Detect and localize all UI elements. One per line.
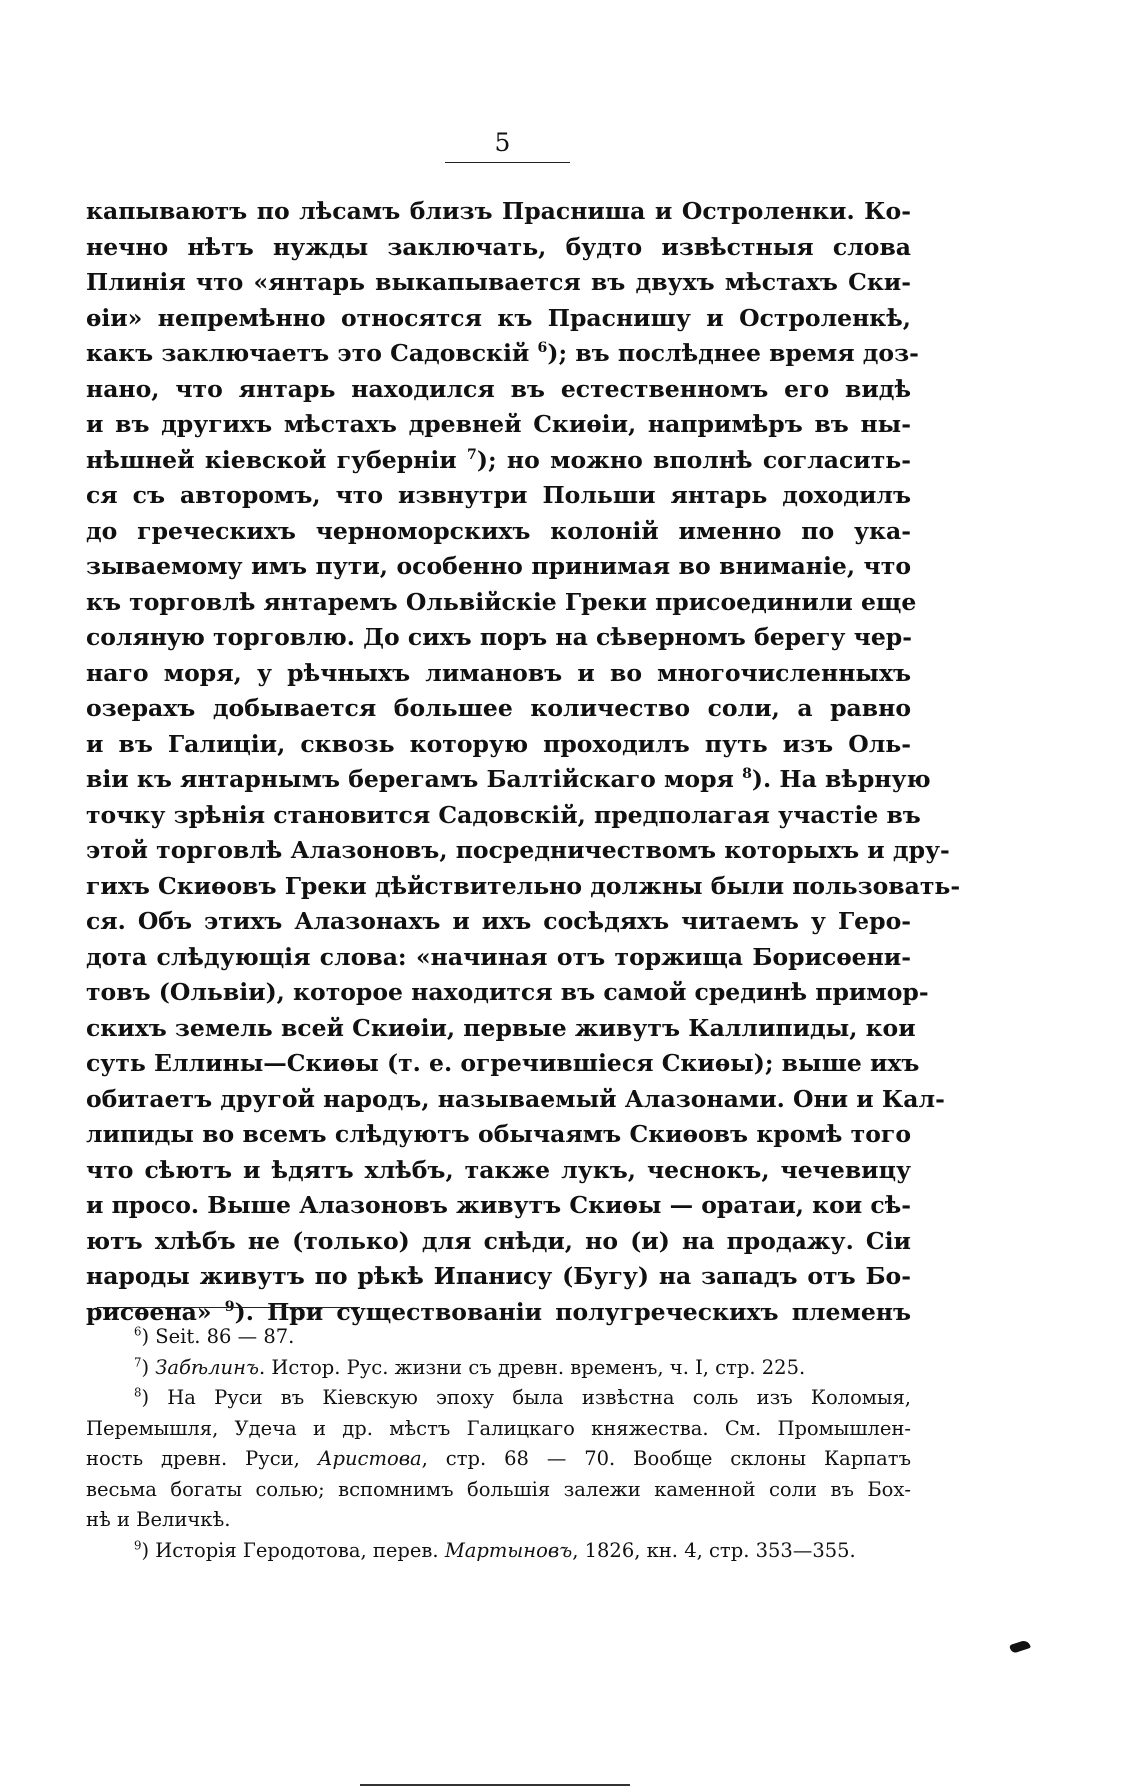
text-line: и просо. Выше Алазоновъ живутъ Скиѳы — оратаи, кои сѣ- bbox=[86, 1191, 912, 1219]
footnote-text: ) Исторія Геродотова, перев. bbox=[141, 1538, 439, 1562]
footnote-mark: 9 bbox=[134, 1538, 142, 1552]
text-line: озерахъ добывается большее количество соли, а равно bbox=[86, 694, 911, 722]
text-line bbox=[86, 443, 911, 479]
text-line: до греческихъ черноморскихъ колоній именно по ука- bbox=[86, 516, 911, 545]
text-segment: ); но можно вполнѣ согласить- bbox=[476, 445, 912, 474]
footnote-7: $^7$) Забѣлинъ. Истор. Рус. жизни съ древн. временъ, ч. I, стр. 225. bbox=[134, 1355, 806, 1379]
footnote-ref-6: 6 bbox=[537, 340, 548, 357]
text-line: товъ (Ольвіи), которое находится въ самой срединѣ примор- bbox=[86, 978, 929, 1006]
text-line: ся. Объ этихъ Алазонахъ и ихъ сосѣдяхъ читаемъ у Геро- bbox=[86, 907, 911, 935]
footnote-8 bbox=[86, 1383, 911, 1414]
text-line: и въ Галиціи, сквозь которую проходилъ путь изъ Оль- bbox=[86, 729, 911, 758]
text-segment: ). На вѣрную bbox=[751, 765, 931, 793]
text-line: ютъ хлѣбъ не (только) для снѣди, но (и) на продажу. Сіи bbox=[86, 1226, 911, 1255]
text-line: липиды во всемъ слѣдуютъ обычаямъ Скиѳовъ кромѣ того bbox=[86, 1120, 911, 1148]
text-line bbox=[86, 762, 931, 798]
text-segment: ). При существованіи полугреческихъ племенъ bbox=[234, 1297, 912, 1326]
footnote-ref-7: 7 bbox=[467, 446, 477, 463]
text-line: капываютъ по лѣсамъ близъ Прасниша и Остроленки. Ко- bbox=[86, 197, 911, 225]
text-line: ѳіи» непремѣнно относятся къ Праснишу и Остроленкѣ, bbox=[86, 303, 911, 332]
text-line bbox=[86, 336, 919, 372]
footnote-ref-8: 8 bbox=[742, 766, 752, 783]
footnote-author: Забѣлинъ bbox=[155, 1355, 259, 1379]
text-line: ся съ авторомъ, что извнутри Польши янтарь доходилъ bbox=[86, 481, 911, 509]
text-segment: рисѳена» bbox=[86, 1297, 212, 1326]
text-line: Плинія что «янтарь выкапывается въ двухъ мѣстахъ Ски- bbox=[86, 268, 911, 296]
footnote-8-line: Перемышля, Удеча и др. мѣстъ Галицкаго княжества. См. Промышлен- bbox=[86, 1416, 911, 1440]
footnote-8-line: весьма богаты солью; вспомнимъ большія залежи каменной соли въ Бох- bbox=[86, 1477, 911, 1501]
text-line: суть Еллины—Скиѳы (т. е. огречившіеся Скиѳы); выше ихъ bbox=[86, 1049, 920, 1077]
text-line: скихъ земель всей Скиѳіи, первые живутъ Каллипиды, кои bbox=[86, 1013, 916, 1042]
footnote-mark: 7 bbox=[134, 1355, 142, 1369]
text-line: нано, что янтарь находился въ естественномъ его видѣ bbox=[86, 374, 911, 403]
text-line: къ торговлѣ янтаремъ Ольвійскіе Греки присоединили еще bbox=[86, 587, 917, 616]
text-segment: какъ заключаетъ это Садовскій bbox=[86, 339, 530, 367]
footnote-separator bbox=[97, 1307, 360, 1308]
footnote-mark: 8 bbox=[134, 1385, 142, 1400]
text-line: и въ другихъ мѣстахъ древней Скиѳіи, напримѣръ въ ны- bbox=[86, 410, 911, 438]
text-segment: віи къ янтарнымъ берегамъ Балтійскаго моря bbox=[86, 765, 734, 793]
text-line: народы живутъ по рѣкѣ Ипанису (Бугу) на западъ отъ Бо- bbox=[86, 1262, 911, 1290]
footnote-8-line: нѣ и Величкѣ. bbox=[86, 1508, 231, 1531]
bottom-edge-rule bbox=[360, 1784, 630, 1786]
footnote-text: . Истор. Рус. жизни съ древн. временъ, ч. I, стр. 225. bbox=[258, 1355, 806, 1379]
text-line: обитаетъ другой народъ, называемый Алазонами. Они и Кал- bbox=[86, 1084, 945, 1113]
footnote-text: ) На Руси въ Кіевскую эпоху была извѣстна соль изъ Коломыя, bbox=[141, 1386, 911, 1409]
footnote-ref-9: 9 bbox=[224, 1298, 235, 1315]
footnotes bbox=[86, 1322, 911, 1566]
footnote-author: Мартыновъ bbox=[444, 1538, 573, 1562]
main-text bbox=[86, 194, 961, 1330]
footnote-9 bbox=[86, 1536, 911, 1567]
text-line: дота слѣдующія слова: «начиная отъ торжища Борисѳени- bbox=[86, 942, 911, 971]
footnote-text: , стр. 68 — 70. Вообще склоны Карпатъ bbox=[421, 1447, 911, 1470]
text-segment: ); въ послѣднее время доз- bbox=[547, 339, 919, 367]
footnote-8-line bbox=[86, 1444, 911, 1475]
footnote-text: , 1826, кн. 4, стр. 353—355. bbox=[572, 1538, 856, 1562]
page-number-rule bbox=[445, 162, 570, 163]
text-line: гихъ Скиѳовъ Греки дѣйствительно должны были пользовать- bbox=[86, 871, 961, 900]
ink-blot bbox=[1009, 1639, 1031, 1654]
page-number: 5 bbox=[494, 128, 511, 157]
text-line: что сѣютъ и ѣдятъ хлѣбъ, также лукъ, чеснокъ, чечевицу bbox=[86, 1155, 911, 1184]
text-line: солянyю торговлю. До сихъ поръ на сѣверномъ берегу чер- bbox=[86, 623, 912, 651]
footnote-6 bbox=[86, 1322, 911, 1353]
footnote-text: ность древн. Руси, bbox=[86, 1447, 300, 1470]
text-line: этой торговлѣ Алазоновъ, посредничествомъ которыхъ и дру- bbox=[86, 836, 950, 864]
text-line: зываемому имъ пути, особенно принимая во вниманіе, что bbox=[86, 552, 911, 580]
footnote-mark: 6 bbox=[134, 1324, 142, 1339]
text-line: наго моря, у рѣчныхъ лимановъ и во многочисленныхъ bbox=[86, 658, 911, 687]
footnote-text: ) Seit. 86 — 87. bbox=[141, 1325, 295, 1348]
text-segment: нѣшней кіевской губерніи bbox=[86, 445, 457, 474]
text-line: нечно нѣтъ нужды заключать, будто извѣстныя слова bbox=[86, 232, 911, 261]
footnote-author: Аристова bbox=[317, 1447, 422, 1470]
text-line: точку зрѣнія становится Садовскій, предполагая участіе въ bbox=[86, 800, 921, 829]
